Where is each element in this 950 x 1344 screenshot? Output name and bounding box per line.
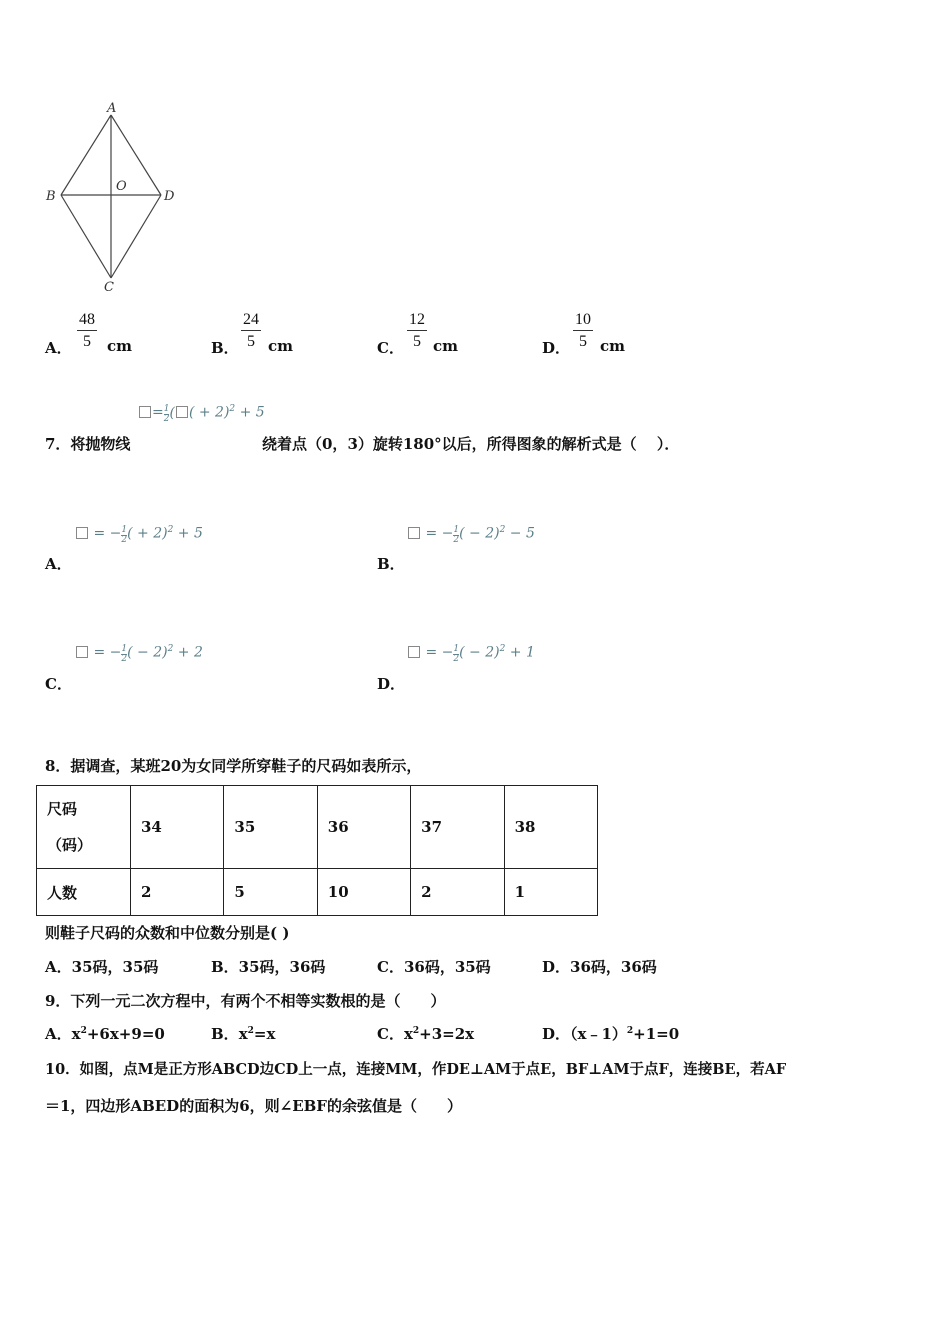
q7-option-c-formula: = − $\frac{1}{2}$ ( − 2)$^2$ + 2 — [75, 644, 203, 664]
denominator: 5 — [413, 333, 421, 350]
table-cell: 1 — [504, 869, 597, 916]
q7-stem-suffix: 绕着点（0，3）旋转180°以后，所得图象的解析式是（ ）． — [262, 435, 680, 453]
q8-stem: 8．据调查，某班20为女同学所穿鞋子的尺码如表所示， — [45, 757, 422, 775]
q7-option-b-letter[interactable]: B． — [377, 555, 405, 573]
q8-option-b[interactable]: B．35码，36码 — [211, 958, 326, 976]
numerator: 10 — [575, 311, 591, 328]
table-cell: 2 — [131, 869, 224, 916]
table-cell: 37 — [411, 786, 504, 869]
table-row — [37, 786, 598, 869]
q9-option-a[interactable]: A．$x^2+6x+9=0$ — [45, 1025, 165, 1043]
header-line-2: （码） — [47, 836, 93, 854]
q9-option-c[interactable]: C．$x^2+3=2x$ — [377, 1025, 475, 1043]
unit: cm — [107, 337, 133, 355]
q7-stem-prefix: 7．将抛物线 — [45, 435, 131, 453]
numerator: 12 — [409, 311, 425, 328]
q6-option-a-fraction — [77, 311, 97, 351]
table-cell: 10 — [317, 869, 410, 916]
label-d: D — [164, 189, 175, 204]
q8-option-c[interactable]: C．36码，35码 — [377, 958, 491, 976]
label-a: A — [107, 101, 117, 116]
denominator: 5 — [83, 333, 91, 350]
q6-option-b-letter[interactable]: B． — [211, 339, 239, 357]
table-cell: 35 — [224, 786, 317, 869]
q6-option-c-fraction — [407, 311, 427, 351]
q9-option-b[interactable]: B．$x^2=x$ — [211, 1025, 276, 1043]
numerator: 48 — [79, 311, 95, 328]
q8-question: 则鞋子尺码的众数和中位数分别是( ) — [45, 924, 290, 942]
table-row — [37, 869, 598, 916]
rhombus-figure — [40, 95, 190, 300]
q7-option-d-letter[interactable]: D． — [377, 675, 406, 693]
label-o: O — [116, 179, 127, 194]
edge-ab — [61, 115, 111, 195]
q7-option-a-formula: = − $\frac{1}{2}$ ( + 2)$^2$ + 5 — [75, 525, 203, 545]
q7-option-b-formula: = − $\frac{1}{2}$ ( − 2)$^2$ − 5 — [407, 525, 535, 545]
q7-option-d-formula: = − $\frac{1}{2}$ ( − 2)$^2$ + 1 — [407, 644, 535, 664]
edge-bc — [61, 195, 111, 278]
q10-line-2: ＝1，四边形ABED的面积为6，则∠EBF的余弦值是（ ） — [45, 1097, 462, 1115]
q7-formula-given: = $\frac{1}{2}$ ( ( + 2)$^2$ + 5 — [138, 404, 265, 424]
table-cell: 34 — [131, 786, 224, 869]
table-row-label: 人数 — [37, 869, 131, 916]
header-line-1: 尺码 — [47, 800, 78, 818]
q7-option-c-letter[interactable]: C． — [45, 675, 72, 693]
table-cell: 5 — [224, 869, 317, 916]
table-cell: 2 — [411, 869, 504, 916]
denominator: 5 — [247, 333, 255, 350]
unit: cm — [600, 337, 626, 355]
q6-option-d-fraction — [573, 311, 593, 351]
table-cell: 36 — [317, 786, 410, 869]
label-c: C — [104, 280, 114, 295]
q8-option-a[interactable]: A．35码，35码 — [45, 958, 159, 976]
q6-option-a-letter[interactable]: A． — [45, 339, 72, 357]
numerator: 24 — [243, 311, 259, 328]
table-cell: 38 — [504, 786, 597, 869]
q10-line-1: 10．如图，点M是正方形ABCD边CD上一点，连接MM，作DE⊥AM于点E，BF⊥AM于点F，连接BE，若AF — [45, 1061, 787, 1078]
q6-option-c-letter[interactable]: C． — [377, 339, 404, 357]
q6-option-b-fraction — [241, 311, 261, 351]
unit: cm — [433, 337, 459, 355]
q9-option-d[interactable]: D．（x﹣1）$^2$+1=0 — [542, 1025, 680, 1043]
q7-option-a-letter[interactable]: A． — [45, 555, 72, 573]
shoe-size-table — [36, 785, 598, 916]
table-header-cell — [37, 786, 131, 869]
label-b: B — [46, 189, 56, 204]
unit: cm — [268, 337, 294, 355]
q9-stem: 9．下列一元二次方程中，有两个不相等实数根的是（ ） — [45, 992, 446, 1010]
edge-dc — [111, 195, 161, 278]
q6-option-d-letter[interactable]: D． — [542, 339, 571, 357]
q8-option-d[interactable]: D．36码，36码 — [542, 958, 657, 976]
denominator: 5 — [579, 333, 587, 350]
